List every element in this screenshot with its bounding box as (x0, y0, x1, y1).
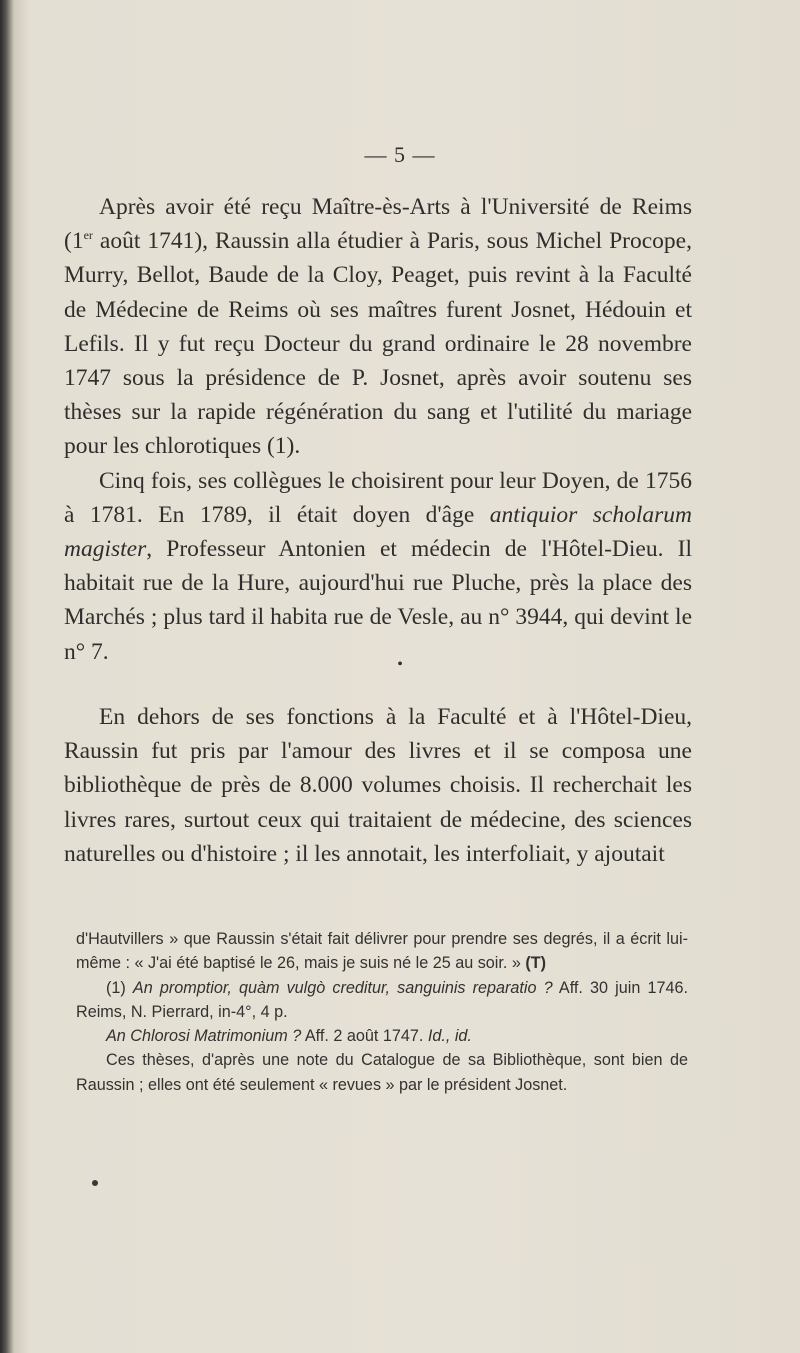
text-segment: antiquior scholarum magister (64, 501, 692, 563)
text-segment: (T) (525, 954, 547, 973)
footnote-1-second-thesis (76, 1024, 688, 1048)
text-segment: Cinq fois, ses collègues le choisirent pour leur Doyen, de 1756 à 1781. En 1789, il était doyen d'âge (64, 467, 692, 528)
footnote-1-remark (76, 1048, 688, 1097)
page-number: — 5 — (364, 142, 436, 167)
text-segment: An promptior, quàm vulgò creditur, sanguinis reparatio ? (132, 978, 553, 997)
main-text-continued (64, 700, 692, 871)
text-segment: Aff. 2 août 1747. (301, 1027, 428, 1046)
footnote-continuation (76, 927, 688, 976)
text-segment: Ces thèses, d'après une note du Catalogue de sa Bibliothèque, sont bien de Raussin ; elles ont été seulement « revues » par le président Josnet. (76, 1051, 688, 1094)
text-segment: , Professeur Antonien et médecin de l'Hôtel-Dieu. Il habitait rue de la Hure, aujourd'hui rue Pluche, près la place des Marchés ; plus tard il habita rue de Vesle, au n° 3944, qui devint le n° 7. (64, 536, 692, 665)
text-segment: août 1741), Raussin alla étudier à Paris, sous Michel Procope, Murry, Bellot, Baude de la Cloy, Peaget, puis revint à la Faculté de Médecine de Reims où ses maîtres furent Josnet, Hédouin et Lefils. Il y fut reçu Docteur du grand ordinaire le 28 novembre 1747 sous la présidence de P. Josnet, après avoir soutenu ses thèses sur la rapide régénération du sang et l'utilité du mariage pour les chlorotiques (1). (64, 228, 692, 460)
section-separator: • (397, 656, 403, 673)
paragraph-3: En dehors de ses fonctions à la Faculté et à l'Hôtel-Dieu, Raussin fut pris par l'amour des livres et il se composa une bibliothèque de près de 8.000 volumes choisis. Il recherchait les livres rares, surtout ceux qui traitaient de médecine, des sciences naturelles ou d'histoire ; il les annotait, les interfoliait, y ajoutait (64, 704, 692, 867)
footnote-1 (76, 976, 688, 1025)
paragraph-1 (64, 190, 692, 464)
text-segment: d'Hautvillers » que Raussin s'était fait délivrer pour prendre ses degrés, il a écrit lui-même : « J'ai été baptisé le 26, mais je suis né le 25 au soir. » (76, 930, 688, 973)
text-segment: (1) (106, 978, 133, 997)
text-segment: An Chlorosi Matrimonium ? (106, 1027, 302, 1046)
text-segment: er (83, 228, 93, 243)
text-segment: Après avoir été reçu Maître-ès-Arts à l'Université de Reims (1 (64, 194, 692, 255)
ink-spot (92, 1180, 98, 1186)
main-text (64, 190, 692, 669)
footnotes (76, 927, 688, 1097)
text-segment: Id., id. (427, 1027, 472, 1046)
paragraph-2 (64, 464, 692, 669)
text-segment: Aff. 30 juin 1746. Reims, N. Pierrard, in-4°, 4 p. (76, 978, 689, 1021)
